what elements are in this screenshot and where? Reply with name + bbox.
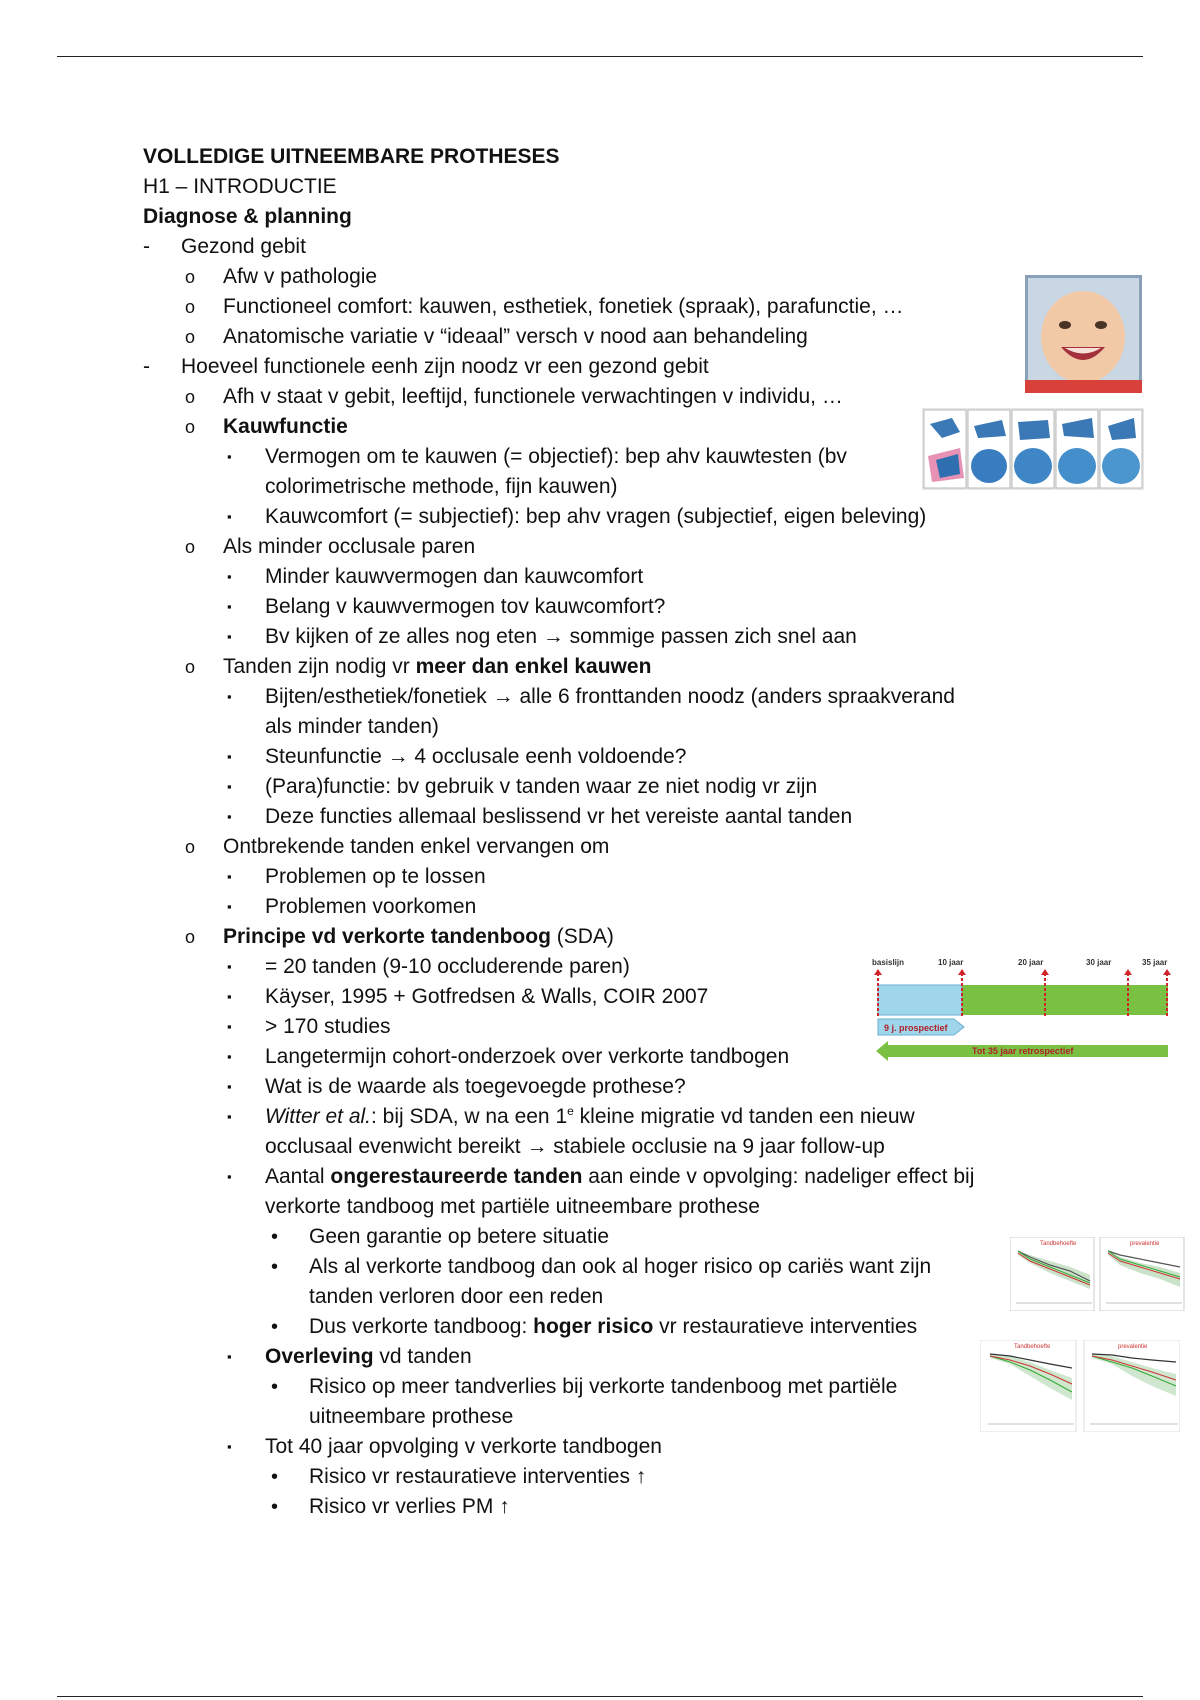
- document-title: VOLLEDIGE UITNEEMBARE PROTHESES: [143, 145, 560, 168]
- list-item: o Functioneel comfort: kauwen, esthetiek, fonetiek (spraak), parafunctie, …: [185, 295, 904, 318]
- list-item: o Afw v pathologie: [185, 265, 378, 288]
- list-item-continuation: uitneembare prothese: [309, 1405, 514, 1428]
- list-item: ▪ Tot 40 jaar opvolging v verkorte tandbogen: [227, 1435, 662, 1458]
- document-body: [143, 142, 1083, 1522]
- list-item: • Risico vr verlies PM ↑: [271, 1495, 510, 1518]
- list-item: - Hoeveel functionele eenh zijn noodz vr een gezond gebit: [143, 355, 709, 378]
- list-item-continuation: occlusaal evenwicht bereikt → stabiele occlusie na 9 jaar follow-up: [265, 1135, 885, 1158]
- list-item: • Dus verkorte tandboog: hoger risico vr restauratieve interventies: [271, 1315, 918, 1338]
- list-item-continuation: colorimetrische methode, fijn kauwen): [265, 475, 618, 498]
- section-heading: Diagnose & planning: [143, 205, 352, 228]
- timeline-tick-label: basislijn: [872, 958, 905, 967]
- list-item: o Ontbrekende tanden enkel vervangen om: [185, 835, 610, 858]
- chapter-heading: H1 – INTRODUCTIE: [143, 175, 337, 198]
- chewing-test-images: [922, 408, 1144, 490]
- list-item: ▪ Wat is de waarde als toegevoegde prothese?: [227, 1075, 686, 1098]
- list-item: ▪ (Para)functie: bv gebruik v tanden waar ze niet nodig vr zijn: [227, 775, 818, 798]
- list-item: o Principe vd verkorte tandenboog (SDA): [185, 925, 614, 948]
- list-item: ▪ Overleving vd tanden: [227, 1345, 472, 1368]
- list-item: ▪ Kauwcomfort (= subjectief): bep ahv vragen (subjectief, eigen beleving): [227, 505, 927, 528]
- list-item: ▪ Aantal ongerestaureerde tanden aan einde v opvolging: nadeliger effect bij: [227, 1165, 975, 1188]
- chart-title: Tandbehoefte: [1014, 1344, 1051, 1350]
- list-item: ▪ Langetermijn cohort-onderzoek over verkorte tandbogen: [227, 1045, 790, 1068]
- prospective-bar: [878, 985, 962, 1015]
- retrospective-bar: [962, 985, 1168, 1015]
- list-item: ▪ Vermogen om te kauwen (= objectief): bep ahv kauwtesten (bv: [227, 445, 847, 468]
- list-item: ▪ Steunfunctie → 4 occlusale eenh voldoende?: [227, 745, 687, 768]
- retrospective-label: Tot 35 jaar retrospectief: [972, 1046, 1074, 1056]
- list-item: o Als minder occlusale paren: [185, 535, 476, 558]
- list-item: ▪ Witter et al.: bij SDA, w na een 1e kleine migratie vd tanden een nieuw: [227, 1104, 915, 1128]
- list-item: ▪ Deze functies allemaal beslissend vr het vereiste aantal tanden: [227, 805, 853, 828]
- list-item: o Afh v staat v gebit, leeftijd, functionele verwachtingen v individu, …: [185, 385, 843, 408]
- list-item: - Gezond gebit: [143, 235, 306, 258]
- footer-rule: [57, 1696, 1143, 1697]
- chart-title: Tandbehoefte: [1040, 1241, 1077, 1247]
- timeline-tick-label: 30 jaar: [1086, 958, 1112, 967]
- list-item: • Risico op meer tandverlies bij verkorte tandenboog met partiële: [271, 1375, 898, 1398]
- survival-charts-top: [1010, 1237, 1185, 1311]
- list-item: ▪ Belang v kauwvermogen tov kauwcomfort?: [227, 595, 666, 618]
- list-item: ▪ Problemen op te lossen: [227, 865, 486, 888]
- chart-title: prevalentie: [1130, 1241, 1160, 1247]
- timeline-tick-label: 10 jaar: [938, 958, 964, 967]
- list-item: • Als al verkorte tandboog dan ook al hoger risico op cariës want zijn: [271, 1255, 932, 1278]
- list-item: • Geen garantie op betere situatie: [271, 1225, 610, 1248]
- baby-photo: [1025, 275, 1142, 393]
- list-item: ▪ Bijten/esthetiek/fonetiek → alle 6 fronttanden noodz (anders spraakverand: [227, 685, 955, 708]
- list-item: ▪ Minder kauwvermogen dan kauwcomfort: [227, 565, 644, 588]
- timeline-tick-label: 20 jaar: [1018, 958, 1044, 967]
- list-item: ▪ Bv kijken of ze alles nog eten → sommige passen zich snel aan: [227, 625, 857, 648]
- list-item-continuation: als minder tanden): [265, 715, 439, 738]
- list-item: ▪ = 20 tanden (9-10 occluderende paren): [227, 955, 630, 978]
- prospective-label: 9 j. prospectief: [884, 1023, 948, 1033]
- study-timeline-figure: [872, 955, 1172, 1065]
- list-item: ▪ > 170 studies: [227, 1015, 391, 1038]
- list-item: ▪ Problemen voorkomen: [227, 895, 477, 918]
- list-item-continuation: verkorte tandboog met partiële uitneembare prothese: [265, 1195, 760, 1218]
- list-item: • Risico vr restauratieve interventies ↑: [271, 1465, 647, 1488]
- list-item: o Kauwfunctie: [185, 415, 348, 438]
- list-item: ▪ Käyser, 1995 + Gotfredsen & Walls, COIR 2007: [227, 985, 709, 1008]
- list-item: o Anatomische variatie v “ideaal” versch v nood aan behandeling: [185, 325, 808, 348]
- timeline-tick-label: 35 jaar: [1142, 958, 1168, 967]
- list-item: o Tanden zijn nodig vr meer dan enkel kauwen: [185, 655, 652, 678]
- chart-title: prevalentie: [1118, 1344, 1148, 1350]
- header-rule: [57, 56, 1143, 57]
- survival-charts-bottom: [980, 1340, 1180, 1432]
- list-item-continuation: tanden verloren door een reden: [309, 1285, 604, 1308]
